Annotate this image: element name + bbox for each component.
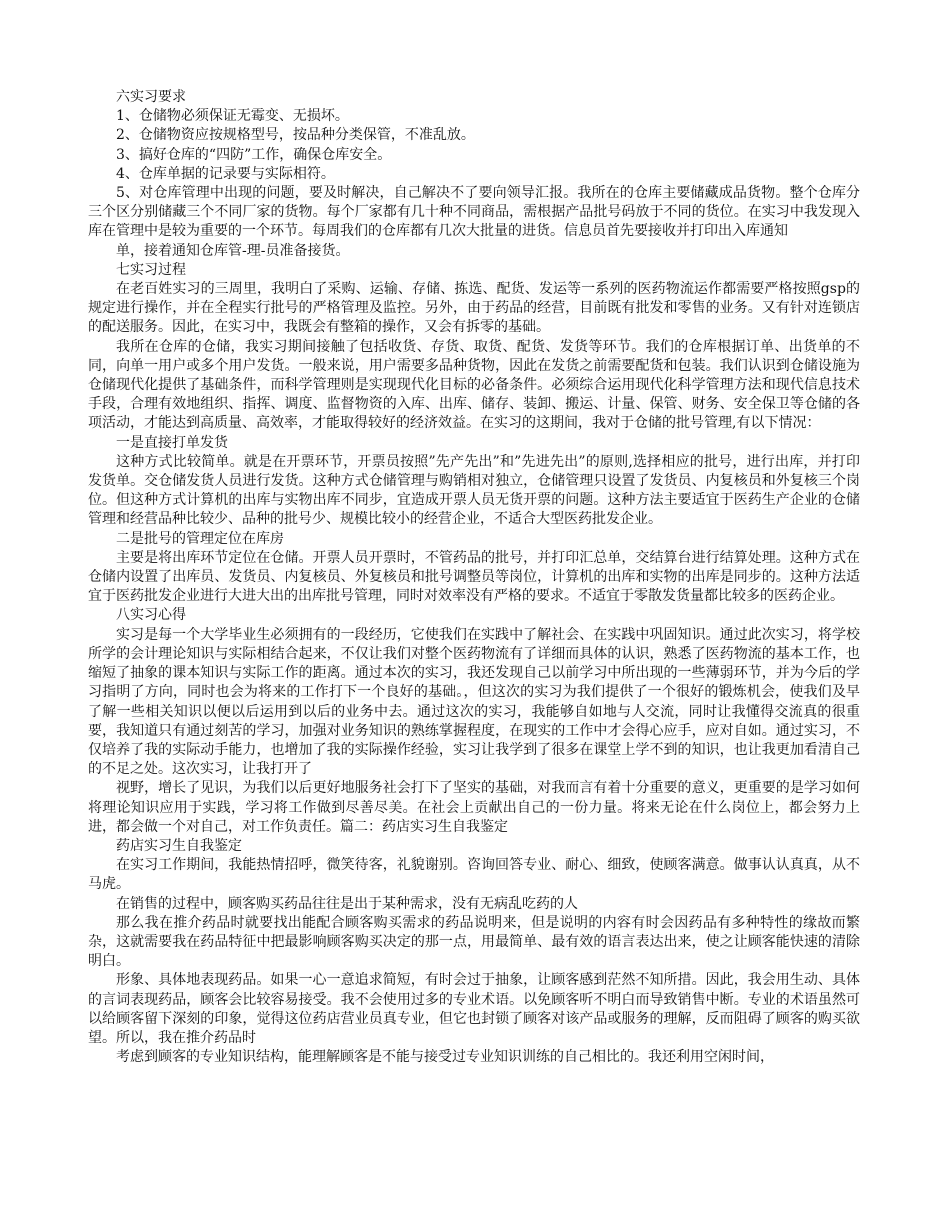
list-item: 3、搞好仓库的“四防”工作，确保仓库安全。 — [116, 146, 392, 163]
paragraph: 主要是将出库环节定位在仓储。开票人员开票时，不管药品的批号，并打印汇总单，交结算台进行结算处理。这种方式在仓储内设置了出库员、发货员、内复核员、外复核员和批号调整员等岗位，计算机的出库和实物的出库是同步的。这种方法适宜于医药批发企业进行大进大出的出库批号管理，同时对效率没有严格的要求。不适宜于零散发货量都比较多的医药企业。 — [88, 549, 860, 605]
list-item: 1、仓储物必须保证无霉变、无损坏。 — [116, 108, 349, 125]
list-item: 2、仓储物资应按规格型号，按品种分类保管，不准乱放。 — [116, 127, 475, 144]
paragraph: 在实习工作期间，我能热情招呼，微笑待客，礼貌谢别。咨询回答专业、耐心、细致，使顾客满意。做事认认真真，从不马虎。 — [88, 857, 860, 893]
subsection-heading: 一是直接打单发货 — [116, 434, 228, 451]
list-item: 5、对仓库管理中出现的问题，要及时解决，自己解决不了要向领导汇报。我所在的仓库主要储藏成品货物。整个仓库分三个区分别储藏三个不同厂家的货物。每个厂家都有几十种不同商品，需根据产品批号码放于不同的货位。在实习中我发现入库在管理中是较为重要的一个环节。每周我们的仓库都有几次大批量的进货。信息员首先要接收并打印出入库通知 — [88, 185, 860, 240]
paragraph: 我所在仓库的仓储，我实习期间接触了包括收货、存货、取货、配货、发货等环节。我们的仓库根据订单、出货单的不同，向单一用户或多个用户发货。一般来说，用户需要多品种货物，因此在发货之前需要配货和包装。我们认识到仓储设施为仓储现代化提供了基础条件，而科学管理则是实现现代化目标的必备条件。必须综合运用现代化科学管理方法和现代信息技术手段，合理有效地组织、指挥、调度、监督物资的入库、出库、储存、装卸、搬运、计量、保管、财务、安全保卫等仓储的各项活动，才能达到高质量、高效率，才能取得较好的经济效益。在实习的这期间，我对于仓储的批号管理,有以下情况： — [88, 338, 860, 432]
section-heading: 八实习心得 — [116, 607, 186, 624]
paragraph: 单，接着通知仓库管-理-员准备接货。 — [116, 242, 350, 259]
section-heading: 六实习要求 — [116, 89, 186, 105]
paragraph: 考虑到顾客的专业知识结构，能理解顾客是不能与接受过专业知识训练的自己相比的。我还利用空闲时间， — [116, 1049, 774, 1066]
paragraph: 在老百姓实习的三周里，我明白了采购、运输、存储、拣选、配货、发运等一系列的医药物流运作都需要严格按照gsp的规定进行操作，并在全程实行批号的严格管理及监控。另外，由于药品的经营，目前既有批发和零售的业务。又有针对连锁店的配送服务。因此，在实习中，我既会有整箱的操作，又会有拆零的基础。 — [88, 281, 860, 336]
subsection-heading: 二是批号的管理定位在库房 — [116, 530, 284, 547]
paragraph: 那么我在推介药品时就要找出能配合顾客购买需求的药品说明来，但是说明的内容有时会因药品有多种特性的缘故而繁杂，这就需要我在药品特征中把最影响顾客购买决定的那一点，用最简单、最有效的语言表达出来，使之让顾客能快速的清除明白。 — [88, 914, 860, 970]
paragraph: 实习是每一个大学毕业生必须拥有的一段经历，它使我们在实践中了解社会、在实践中巩固知识。通过此次实习，将学校所学的会计理论知识与实际相结合起来，不仅让我们对整个医药物流有了详细而具体的认识，熟悉了医药物流的基本工作，也缩短了抽象的课本知识与实际工作的距离。通过本次的实习，我还发现自己以前学习中所出现的一些薄弱环节，并为今后的学习指明了方向，同时也会为将来的工作打下一个良好的基础。，但这次的实习为我们提供了一个很好的锻炼机会，使我们及早了解一些相关知识以便以后运用到以后的业务中去。通过这次的实习，我能够自如地与人交流，同时让我懂得交流真的很重要，我知道只有通过刻苦的学习，加强对业务知识的熟练掌握程度，在现实的工作中才会得心应手，应对自如。通过实习，不仅培养了我的实际动手能力，也增加了我的实际操作经验，实习让我学到了很多在课堂上学不到的知识，也让我更加看清自己的不足之处。这次实习，让我打开了 — [88, 626, 860, 778]
section-heading: 七实习过程 — [116, 261, 186, 278]
paragraph: 在销售的过程中，顾客购买药品往往是出于某种需求，没有无病乱吃药的人 — [116, 895, 578, 912]
paragraph: 形象、具体地表现药品。如果一心一意追求简短，有时会过于抽象，让顾客感到茫然不知所措。因此，我会用生动、具体的言词表现药品，顾客会比较容易接受。我不会使用过多的专业术语。以免顾客听不明白而导致销售中断。专业的术语虽然可以给顾客留下深刻的印象，觉得这位药店营业员真专业，但它也封锁了顾客对该产品或服务的理解，反而阻碍了顾客的购买欲望。所以，我在推介药品时 — [88, 972, 860, 1046]
list-item: 4、仓库单据的记录要与实际相符。 — [116, 165, 335, 182]
paragraph: 这种方式比较简单。就是在开票环节，开票员按照”先产先出”和”先进先出”的原则,选择相应的批号，进行出库，并打印发货单。交仓储发货人员进行发货。这种方式仓储管理与购销相对独立，仓储管理只设置了发货员、内复核员和外复核三个岗位。但这种方式计算机的出库与实物出库不同步，宜造成开票人员无货开票的问题。这种方法主要适宜于医药生产企业的仓储管理和经营品种比较少、品种的批号少、规模比较小的经营企业，不适合大型医药批发企业。 — [88, 453, 860, 528]
paragraph: 视野，增长了见识，为我们以后更好地服务社会打下了坚实的基础，对我而言有着十分重要的意义，更重要的是学习如何将理论知识应用于实践，学习将工作做到尽善尽美。在社会上贡献出自己的一份力量。将来无论在什么岗位上，都会努力上进，都会做一个对自己，对工作负责任。篇二：药店实习生自我鉴定 — [88, 780, 860, 835]
section-heading: 药店实习生自我鉴定 — [116, 837, 242, 854]
document-page — [88, 88, 860, 1067]
